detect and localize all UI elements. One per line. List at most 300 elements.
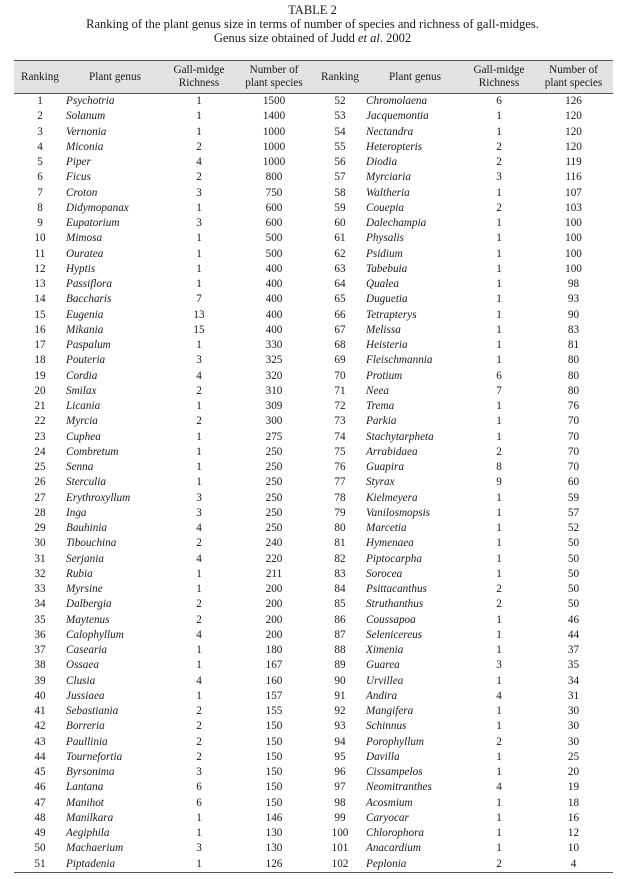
genus-cell: Piptocarpha	[366, 552, 422, 565]
gall-richness-cell: 1	[164, 857, 234, 873]
species-count-cell: 180	[265, 644, 283, 657]
ranking-cell: 7	[37, 186, 43, 199]
ranking-cell: 74	[334, 430, 346, 443]
species-count-cell: 52	[567, 522, 580, 535]
ranking-cell: 52	[334, 95, 346, 108]
genus-cell: Myrcia	[66, 415, 98, 428]
gall-richness-cell: 1	[496, 323, 502, 336]
gall-richness-cell: 1	[496, 400, 502, 413]
genus-cell: Bauhinia	[66, 522, 108, 535]
gall-richness-cell: 1	[196, 125, 202, 138]
gall-richness-cell: 7	[196, 293, 202, 306]
species-count-cell: 81	[567, 339, 580, 352]
ranking-cell: 92	[334, 705, 346, 718]
gall-richness-cell: 2	[196, 705, 202, 718]
genus-cell: Solanum	[66, 110, 106, 123]
ranking-cell: 80	[334, 522, 346, 535]
species-count-cell: 34	[567, 674, 580, 687]
gall-richness-cell: 1	[496, 567, 502, 580]
ranking-cell: 33	[34, 583, 46, 596]
genus-cell: Serjania	[66, 552, 104, 565]
species-count-cell: 200	[265, 598, 283, 611]
genus-cell: Eupatorium	[66, 217, 120, 230]
genus-cell: Dalechampia	[366, 217, 427, 230]
species-count-cell: 76	[567, 400, 580, 413]
genus-cell: Dalbergia	[66, 598, 112, 611]
table-row	[14, 750, 613, 765]
gall-richness-cell: 15	[193, 323, 205, 336]
ranking-cell: 88	[334, 644, 346, 657]
species-count-cell: 83	[567, 323, 580, 336]
species-count-cell: 37	[567, 644, 580, 657]
ranking-cell: 8	[37, 201, 43, 214]
gall-richness-cell: 1	[496, 522, 502, 535]
table-row	[14, 201, 613, 216]
genus-cell: Diodia	[366, 156, 398, 169]
ranking-cell: 93	[334, 720, 346, 733]
ranking-cell: 95	[334, 750, 346, 763]
ranking-cell: 41	[34, 705, 46, 718]
ranking-cell: 54	[334, 125, 346, 138]
species-count-cell: 211	[265, 567, 283, 580]
ranking-cell: 66	[334, 308, 346, 321]
table-row	[14, 719, 613, 734]
gall-richness-cell: 4	[196, 156, 202, 169]
ranking-cell: 22	[34, 415, 46, 428]
genus-cell: Schinnus	[366, 720, 407, 733]
species-count-cell: 150	[265, 750, 283, 763]
species-count-cell: 160	[265, 674, 283, 687]
genus-cell: Heisteria	[366, 339, 408, 352]
table-source-note	[0, 31, 625, 45]
genus-cell: Clusia	[66, 674, 96, 687]
species-count-cell: 16	[567, 811, 580, 824]
species-count-cell: 400	[265, 278, 283, 291]
species-count-cell: 90	[567, 308, 580, 321]
genus-cell: Manilkara	[66, 811, 114, 824]
gall-richness-cell: 2	[496, 140, 502, 153]
species-count-cell: 50	[567, 583, 580, 596]
ranking-cell: 38	[34, 659, 46, 672]
genus-cell: Ossaea	[66, 659, 99, 672]
header-gall-line2: Richness	[178, 77, 220, 89]
table-row	[14, 704, 613, 719]
gall-richness-cell: 1	[496, 491, 502, 504]
ranking-cell: 40	[34, 689, 46, 702]
species-count-cell: 10	[567, 842, 580, 855]
genus-cell: Machaerium	[66, 842, 124, 855]
ranking-cell: 11	[34, 247, 46, 260]
header-gall-line2-2: Richness	[478, 77, 520, 89]
species-count-cell: 320	[265, 369, 283, 382]
source-note-text: Genus size obtained of Judd	[213, 31, 358, 45]
genus-cell: Caryocar	[366, 811, 409, 824]
species-count-cell: 150	[265, 796, 283, 809]
genus-cell: Duguetia	[366, 293, 408, 306]
species-count-cell: 100	[565, 232, 582, 245]
gall-richness-cell: 3	[196, 186, 202, 199]
gall-richness-cell: 3	[496, 659, 502, 672]
genus-cell: Tabebuia	[366, 262, 408, 275]
species-count-cell: 1500	[262, 95, 286, 108]
species-count-cell: 400	[265, 323, 283, 336]
table-label: TABLE 2	[288, 3, 337, 17]
genus-cell: Davilla	[366, 750, 400, 763]
species-count-cell: 50	[567, 552, 580, 565]
ranking-cell: 32	[34, 567, 46, 580]
ranking-cell: 87	[334, 628, 346, 641]
gall-richness-cell: 1	[196, 232, 202, 245]
species-count-cell: 120	[565, 140, 582, 153]
gall-richness-cell: 6	[196, 781, 202, 794]
genus-cell: Anacardium	[366, 842, 421, 855]
species-count-cell: 500	[265, 232, 283, 245]
ranking-cell: 79	[334, 506, 346, 519]
table-row	[14, 186, 613, 201]
header-gall-line1-2: Gall-midge	[473, 64, 525, 76]
gall-richness-cell: 1	[496, 720, 502, 733]
table-body	[14, 94, 613, 873]
ranking-cell: 21	[34, 400, 46, 413]
gall-richness-cell: 1	[496, 827, 502, 840]
ranking-cell: 17	[34, 339, 46, 352]
species-count-cell: 60	[567, 476, 580, 489]
species-count-cell: 80	[567, 369, 580, 382]
gall-richness-cell: 1	[196, 689, 202, 702]
genus-cell: Ouratea	[66, 247, 104, 260]
species-count-cell: 98	[567, 278, 580, 291]
table-row	[14, 521, 613, 536]
table-row	[14, 369, 613, 384]
ranking-cell: 61	[334, 232, 346, 245]
genus-cell: Jussiaea	[66, 689, 105, 702]
table-row	[14, 384, 613, 399]
genus-cell: Ficus	[66, 171, 91, 184]
ranking-cell: 20	[34, 384, 46, 397]
table-row	[14, 491, 613, 506]
species-count-cell: 146	[265, 811, 283, 824]
ranking-cell: 35	[34, 613, 46, 626]
ranking-cell: 48	[34, 811, 46, 824]
ranking-cell: 55	[334, 140, 346, 153]
species-count-cell: 130	[265, 842, 283, 855]
table-row	[14, 109, 613, 124]
gall-richness-cell: 3	[196, 506, 202, 519]
species-count-cell: 275	[265, 430, 283, 443]
genus-cell: Croton	[66, 186, 98, 199]
table-row	[14, 338, 613, 353]
ranking-cell: 63	[334, 262, 346, 275]
source-note-etal: et al	[357, 31, 380, 45]
genus-cell: Qualea	[366, 278, 399, 291]
ranking-cell: 69	[334, 354, 346, 367]
genus-cell: Kielmeyera	[366, 491, 418, 504]
ranking-cell: 6	[37, 171, 43, 184]
genus-cell: Psittacanthus	[366, 583, 427, 596]
table-row	[14, 155, 613, 170]
ranking-cell: 73	[334, 415, 346, 428]
ranking-cell: 98	[334, 796, 346, 809]
species-count-cell: 126	[565, 95, 582, 108]
species-count-cell: 57	[567, 506, 580, 519]
gall-richness-cell: 3	[196, 766, 202, 779]
genus-cell: Peplonia	[366, 857, 464, 873]
ranking-cell: 43	[34, 735, 46, 748]
ranking-cell: 19	[34, 369, 46, 382]
ranking-cell: 9	[37, 217, 43, 230]
ranking-cell: 36	[34, 628, 46, 641]
genus-cell: Miconia	[66, 140, 104, 153]
genus-cell: Melissa	[366, 323, 401, 336]
ranking-cell: 102	[314, 857, 366, 873]
ranking-cell: 2	[37, 110, 43, 123]
species-count-cell: 250	[265, 491, 283, 504]
gall-richness-cell: 1	[196, 659, 202, 672]
species-count-cell: 4	[534, 857, 613, 873]
table-row	[14, 735, 613, 750]
ranking-cell: 56	[334, 156, 346, 169]
ranking-cell: 91	[334, 689, 346, 702]
species-count-cell: 126	[234, 857, 314, 873]
species-count-cell: 325	[265, 354, 283, 367]
table-row	[14, 125, 613, 140]
gall-richness-cell: 1	[496, 811, 502, 824]
genus-cell: Myrsine	[66, 583, 103, 596]
gall-richness-cell: 1	[496, 430, 502, 443]
species-count-cell: 50	[567, 537, 580, 550]
genus-cell: Pouteria	[66, 354, 106, 367]
ranking-cell: 72	[334, 400, 346, 413]
genus-cell: Byrsonima	[66, 766, 115, 779]
ranking-cell: 82	[334, 552, 346, 565]
table-header-row	[14, 61, 613, 94]
genus-cell: Passiflora	[66, 278, 113, 291]
ranking-cell: 10	[34, 232, 46, 245]
species-count-cell: 35	[567, 659, 580, 672]
species-count-cell: 250	[265, 461, 283, 474]
gall-richness-cell: 1	[496, 278, 502, 291]
gall-richness-cell: 7	[496, 384, 502, 397]
species-count-cell: 46	[567, 613, 580, 626]
gall-richness-cell: 1	[196, 430, 202, 443]
ranking-cell: 99	[334, 811, 346, 824]
genus-cell: Manihot	[66, 796, 104, 809]
table-row	[14, 323, 613, 338]
species-count-cell: 70	[567, 445, 580, 458]
species-count-cell: 100	[565, 217, 582, 230]
species-count-cell: 167	[265, 659, 283, 672]
header-gall-midge-richness	[164, 61, 234, 94]
gall-richness-cell: 2	[196, 598, 202, 611]
gall-richness-cell: 1	[496, 217, 502, 230]
gall-richness-cell: 2	[196, 720, 202, 733]
table-row	[14, 597, 613, 612]
ranking-cell: 67	[334, 323, 346, 336]
species-count-cell: 400	[265, 308, 283, 321]
ranking-cell: 84	[334, 583, 346, 596]
genus-cell: Tetrapterys	[366, 308, 417, 321]
species-count-cell: 250	[265, 506, 283, 519]
gall-richness-cell: 1	[196, 811, 202, 824]
ranking-cell: 100	[331, 827, 349, 840]
table-row	[14, 780, 613, 795]
gall-richness-cell: 4	[196, 674, 202, 687]
species-count-cell: 70	[567, 461, 580, 474]
table-row	[14, 643, 613, 658]
table-row	[14, 216, 613, 231]
species-count-cell: 240	[265, 537, 283, 550]
gall-richness-cell: 1	[496, 186, 502, 199]
gall-richness-cell: 2	[196, 750, 202, 763]
ranking-cell: 57	[334, 171, 346, 184]
species-count-cell: 250	[265, 476, 283, 489]
species-count-cell: 500	[265, 247, 283, 260]
ranking-cell: 90	[334, 674, 346, 687]
ranking-cell: 28	[34, 506, 46, 519]
gall-richness-cell: 1	[196, 461, 202, 474]
header-gall-line1: Gall-midge	[173, 64, 225, 76]
gall-richness-cell: 3	[196, 491, 202, 504]
species-count-cell: 130	[265, 827, 283, 840]
gall-richness-cell: 4	[196, 522, 202, 535]
species-count-cell: 220	[265, 552, 283, 565]
gall-richness-cell: 2	[196, 613, 202, 626]
genus-cell: Didymopanax	[66, 201, 129, 214]
genus-cell: Inga	[66, 506, 87, 519]
table-row	[14, 460, 613, 475]
gall-richness-cell: 2	[196, 415, 202, 428]
genus-cell: Cissampelos	[366, 766, 423, 779]
ranking-cell: 25	[34, 461, 46, 474]
gall-richness-cell: 1	[196, 278, 202, 291]
genus-cell: Senna	[66, 461, 94, 474]
gall-richness-cell: 1	[496, 415, 502, 428]
species-count-cell: 107	[565, 186, 582, 199]
genus-cell: Casearia	[66, 644, 108, 657]
genus-cell: Acosmium	[366, 796, 413, 809]
header-num-line1-2: Number of	[549, 64, 598, 76]
ranking-cell: 27	[34, 491, 46, 504]
genus-cell: Licania	[66, 400, 101, 413]
gall-richness-cell: 1	[496, 750, 502, 763]
gall-richness-cell: 2	[196, 735, 202, 748]
ranking-cell: 37	[34, 644, 46, 657]
ranking-cell: 23	[34, 430, 46, 443]
species-count-cell: 93	[567, 293, 580, 306]
ranking-cell: 68	[334, 339, 346, 352]
header-ranking: Ranking	[14, 61, 66, 94]
ranking-cell: 44	[34, 750, 46, 763]
ranking-cell: 34	[34, 598, 46, 611]
gall-richness-cell: 1	[496, 674, 502, 687]
genus-cell: Chromolaena	[366, 95, 428, 108]
gall-richness-cell: 1	[196, 247, 202, 260]
gall-richness-cell: 4	[196, 552, 202, 565]
species-count-cell: 70	[567, 415, 580, 428]
gall-richness-cell: 1	[196, 567, 202, 580]
species-count-cell: 750	[265, 186, 283, 199]
genus-cell: Smilax	[66, 384, 97, 397]
species-count-cell: 20	[567, 766, 580, 779]
genus-cell: Struthanthus	[366, 598, 424, 611]
ranking-cell: 77	[334, 476, 346, 489]
gall-richness-cell: 6	[196, 796, 202, 809]
genus-cell: Tournefortia	[66, 750, 123, 763]
header-number-of-species	[234, 61, 314, 94]
genus-cell: Erythroxyllum	[66, 491, 131, 504]
genus-cell: Fleischmannia	[366, 354, 433, 367]
table-row	[14, 399, 613, 414]
genus-cell: Rubia	[66, 567, 93, 580]
genus-cell: Parkia	[366, 415, 397, 428]
table-row	[14, 94, 613, 110]
table-row	[14, 414, 613, 429]
header-plant-genus-2: Plant genus	[366, 61, 464, 94]
ranking-cell: 39	[34, 674, 46, 687]
ranking-cell: 42	[34, 720, 46, 733]
species-count-cell: 59	[567, 491, 580, 504]
genus-cell: Chlorophora	[366, 827, 425, 840]
species-count-cell: 150	[265, 735, 283, 748]
gall-richness-cell: 1	[496, 796, 502, 809]
gall-richness-cell: 1	[496, 552, 502, 565]
species-count-cell: 100	[565, 262, 582, 275]
genus-cell: Heteropteris	[366, 140, 423, 153]
species-count-cell: 1000	[262, 125, 286, 138]
ranking-cell: 18	[34, 354, 46, 367]
genus-cell: Piper	[66, 156, 91, 169]
gall-richness-cell: 2	[496, 735, 502, 748]
species-count-cell: 103	[565, 201, 582, 214]
gall-richness-cell: 1	[496, 842, 502, 855]
species-count-cell: 157	[265, 689, 283, 702]
genus-cell: Sebastiania	[66, 705, 119, 718]
ranking-cell: 50	[34, 842, 46, 855]
gall-richness-cell: 1	[196, 827, 202, 840]
table-row	[14, 170, 613, 185]
genus-cell: Urvillea	[366, 674, 404, 687]
genus-cell: Myrciaria	[366, 171, 411, 184]
ranking-cell: 29	[34, 522, 46, 535]
genus-cell: Marcetia	[366, 522, 407, 535]
gall-richness-cell: 2	[196, 537, 202, 550]
species-count-cell: 330	[265, 339, 283, 352]
gall-richness-cell: 1	[196, 339, 202, 352]
genus-cell: Piptadenia	[66, 857, 164, 873]
gall-richness-cell: 4	[196, 369, 202, 382]
species-count-cell: 12	[567, 827, 580, 840]
table-row	[14, 430, 613, 445]
ranking-cell: 53	[334, 110, 346, 123]
gall-richness-cell: 1	[496, 613, 502, 626]
ranking-cell: 31	[34, 552, 46, 565]
ranking-cell: 4	[37, 140, 43, 153]
ranking-cell: 13	[34, 278, 46, 291]
genus-cell: Hymenaea	[366, 537, 414, 550]
table-row	[14, 506, 613, 521]
gall-richness-cell: 1	[496, 705, 502, 718]
ranking-cell: 47	[34, 796, 46, 809]
genus-cell: Neea	[366, 384, 389, 397]
species-count-cell: 31	[567, 689, 580, 702]
species-count-cell: 80	[567, 354, 580, 367]
genus-cell: Porophyllum	[366, 735, 425, 748]
header-num-line2: plant species	[245, 77, 303, 89]
table-row	[14, 689, 613, 704]
gall-richness-cell: 4	[196, 628, 202, 641]
genus-cell: Stachytarpheta	[366, 430, 434, 443]
species-count-cell: 310	[265, 384, 283, 397]
